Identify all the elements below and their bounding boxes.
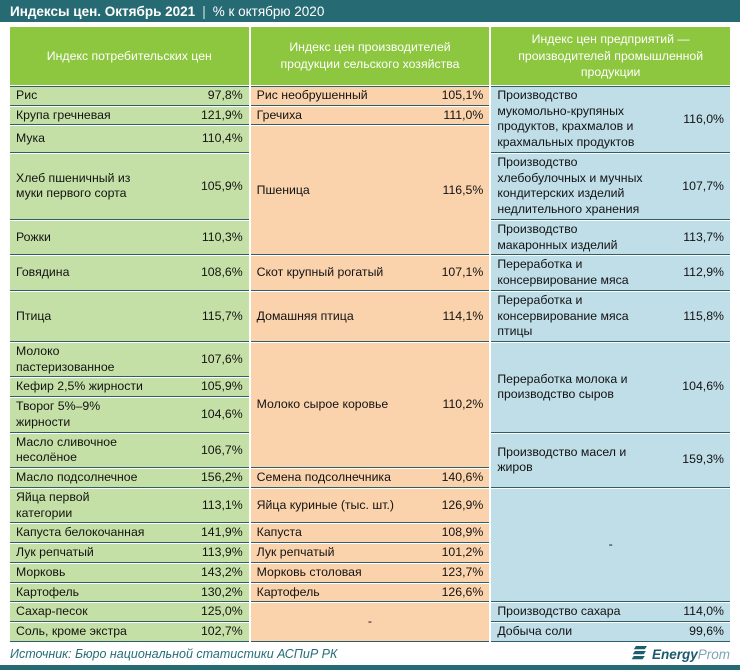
item-label: Рис <box>16 88 38 102</box>
industry-cell-empty <box>491 489 730 602</box>
column-header-industry: Индекс цен предприятий — производителей промышленной продукции <box>491 27 730 85</box>
item-value: 101,2% <box>441 545 484 560</box>
logo-bars-icon <box>632 646 648 663</box>
item-label: Скот крупный рогатый <box>256 265 384 280</box>
item-value: 97,8% <box>207 88 243 102</box>
item-label: Птица <box>16 308 52 323</box>
item-value: 113,7% <box>683 229 724 244</box>
item-value: 113,9% <box>201 545 243 560</box>
cpi-cell <box>10 398 249 432</box>
logo-text-energy: Energy <box>651 646 698 662</box>
industry-cell <box>491 434 730 488</box>
item-label: Переработка и консервирование мяса птицы <box>497 292 629 339</box>
energyprom-logo <box>632 646 730 663</box>
cpi-cell <box>10 378 249 397</box>
table-row <box>10 343 730 377</box>
industry-cell <box>491 292 730 342</box>
item-value: 105,9% <box>200 379 243 394</box>
item-label: Домашняя птица <box>256 308 354 323</box>
item-value: 125,0% <box>200 604 243 619</box>
agri-cell <box>251 524 490 543</box>
agri-cell <box>251 564 490 583</box>
cpi-cell <box>10 434 249 468</box>
agri-cell <box>251 584 490 603</box>
item-label: Молоко сырое коровье <box>256 397 389 412</box>
item-label: Капуста белокочанная <box>16 525 145 540</box>
dash-placeholder: - <box>608 537 613 552</box>
price-index-table <box>8 26 732 643</box>
agri-cell-empty <box>251 603 490 641</box>
item-value: 105,9% <box>200 178 243 193</box>
cpi-cell <box>10 343 249 377</box>
item-label: Лук репчатый <box>256 545 335 560</box>
item-label: Говядина <box>16 265 70 280</box>
item-label: Молоко пастеризованное <box>16 344 115 374</box>
bottom-bar <box>0 665 740 670</box>
title-bar <box>0 0 740 22</box>
item-label: Масло подсолнечное <box>16 470 138 485</box>
item-label: Масло сливочное несолёное <box>16 434 117 465</box>
industry-cell <box>491 86 730 153</box>
item-label: Переработка молока и производство сыров <box>497 371 628 402</box>
item-value: 110,3% <box>201 229 243 244</box>
table-row <box>10 86 730 106</box>
item-label: Мука <box>16 131 46 146</box>
cpi-cell <box>10 524 249 543</box>
cpi-cell <box>10 489 249 523</box>
agri-cell <box>251 256 490 290</box>
item-label: Морковь <box>16 564 66 579</box>
report-subtitle: % к октябрю 2020 <box>212 3 325 19</box>
item-label: Пшеница <box>256 182 310 197</box>
title-separator: | <box>202 3 206 19</box>
item-value: 107,7% <box>682 178 724 193</box>
agri-cell <box>251 126 490 255</box>
item-value: 159,3% <box>682 452 724 467</box>
item-value: 123,7% <box>441 564 484 579</box>
item-value: 102,7% <box>200 624 243 639</box>
agri-cell <box>251 343 490 468</box>
item-label: Картофель <box>256 584 320 599</box>
item-value: 113,1% <box>201 497 243 512</box>
item-value: 110,4% <box>201 131 243 146</box>
cpi-cell <box>10 584 249 603</box>
item-label: Картофель <box>16 584 80 599</box>
cpi-cell <box>10 107 249 126</box>
item-label: Гречиха <box>256 107 303 122</box>
item-value: 140,6% <box>441 470 484 485</box>
item-label: Хлеб пшеничный из муки первого сорта <box>16 170 131 201</box>
item-label: Добыча соли <box>497 624 573 639</box>
item-label: Рис необрушенный <box>256 88 368 102</box>
item-label: Производство макаронных изделий <box>497 221 618 252</box>
agri-cell <box>251 544 490 563</box>
agri-cell <box>251 292 490 342</box>
industry-cell <box>491 221 730 255</box>
item-value: 106,7% <box>200 442 243 457</box>
item-value: 130,2% <box>200 584 243 599</box>
item-value: 116,0% <box>683 111 724 126</box>
agri-cell <box>251 86 490 106</box>
item-label: Яйца первой категории <box>16 489 90 520</box>
header-row <box>10 27 730 85</box>
item-label: Морковь столовая <box>256 564 362 579</box>
item-value: 126,6% <box>441 584 484 599</box>
agri-cell <box>251 469 490 488</box>
item-label: Переработка и консервирование мяса <box>497 257 629 288</box>
item-value: 114,0% <box>683 604 724 619</box>
item-value: 141,9% <box>200 525 243 540</box>
source-note: Источник: Бюро национальной статистики АСПиР РК <box>10 647 338 662</box>
item-label: Производство хлебобулочных и мучных кондитерских изделий недлительного хранения <box>497 154 643 217</box>
item-value: 121,9% <box>200 107 243 122</box>
table-row <box>10 256 730 290</box>
item-label: Производство сахара <box>497 604 621 619</box>
dash-placeholder: - <box>367 614 373 629</box>
table-row <box>10 292 730 342</box>
item-label: Соль, кроме экстра <box>16 624 127 639</box>
industry-cell <box>491 603 730 622</box>
industry-cell <box>491 256 730 290</box>
price-index-table-wrap <box>0 22 740 643</box>
industry-cell <box>491 154 730 220</box>
item-value: 104,6% <box>200 407 243 422</box>
cpi-cell <box>10 126 249 152</box>
item-value: 115,8% <box>683 308 724 323</box>
item-value: 108,9% <box>441 525 484 540</box>
item-value: 105,1% <box>441 88 484 102</box>
item-value: 114,1% <box>442 308 484 323</box>
cpi-cell <box>10 623 249 642</box>
item-label: Творог 5%–9% жирности <box>16 399 101 429</box>
item-value: 126,9% <box>441 497 484 512</box>
item-label: Кефир 2,5% жирности <box>16 379 143 394</box>
item-value: 112,9% <box>683 265 724 280</box>
cpi-cell <box>10 221 249 255</box>
item-value: 108,6% <box>200 265 243 280</box>
item-label: Семена подсолнечника <box>256 470 391 485</box>
cpi-cell <box>10 603 249 622</box>
item-value: 107,6% <box>200 351 243 366</box>
cpi-cell <box>10 564 249 583</box>
cpi-cell <box>10 154 249 220</box>
cpi-cell <box>10 256 249 290</box>
item-label: Сахар-песок <box>16 604 88 619</box>
item-label: Производство масел и жиров <box>497 444 627 475</box>
cpi-cell <box>10 544 249 563</box>
item-label: Производство мукомольно-крупяных продуктов, крахмалов и крахмальных продуктов <box>497 88 635 150</box>
item-value: 110,2% <box>442 397 484 412</box>
item-value: 156,2% <box>200 470 243 485</box>
item-value: 111,0% <box>443 107 484 122</box>
industry-cell <box>491 623 730 642</box>
item-value: 99,6% <box>689 624 724 639</box>
item-value: 116,5% <box>442 182 484 197</box>
cpi-cell <box>10 469 249 488</box>
logo-text-prom: Prom <box>697 646 730 662</box>
table-row <box>10 603 730 622</box>
table-row <box>10 489 730 523</box>
industry-cell <box>491 343 730 433</box>
agri-cell <box>251 489 490 523</box>
item-value: 104,6% <box>682 379 724 394</box>
item-value: 115,7% <box>201 308 243 323</box>
column-header-cpi: Индекс потребительских цен <box>10 27 249 85</box>
item-value: 107,1% <box>441 265 484 280</box>
item-label: Лук репчатый <box>16 545 94 560</box>
item-label: Крупа гречневая <box>16 107 111 122</box>
item-value: 143,2% <box>200 564 243 579</box>
cpi-cell <box>10 86 249 106</box>
footer <box>0 643 740 665</box>
cpi-cell <box>10 292 249 342</box>
item-label: Яйца куриные (тыс. шт.) <box>256 497 395 512</box>
report-title: Индексы цен. Октябрь 2021 <box>10 3 196 19</box>
item-label: Рожки <box>16 229 51 244</box>
column-header-agri: Индекс цен производителей продукции сельского хозяйства <box>251 27 490 85</box>
agri-cell <box>251 107 490 126</box>
item-label: Капуста <box>256 525 302 540</box>
